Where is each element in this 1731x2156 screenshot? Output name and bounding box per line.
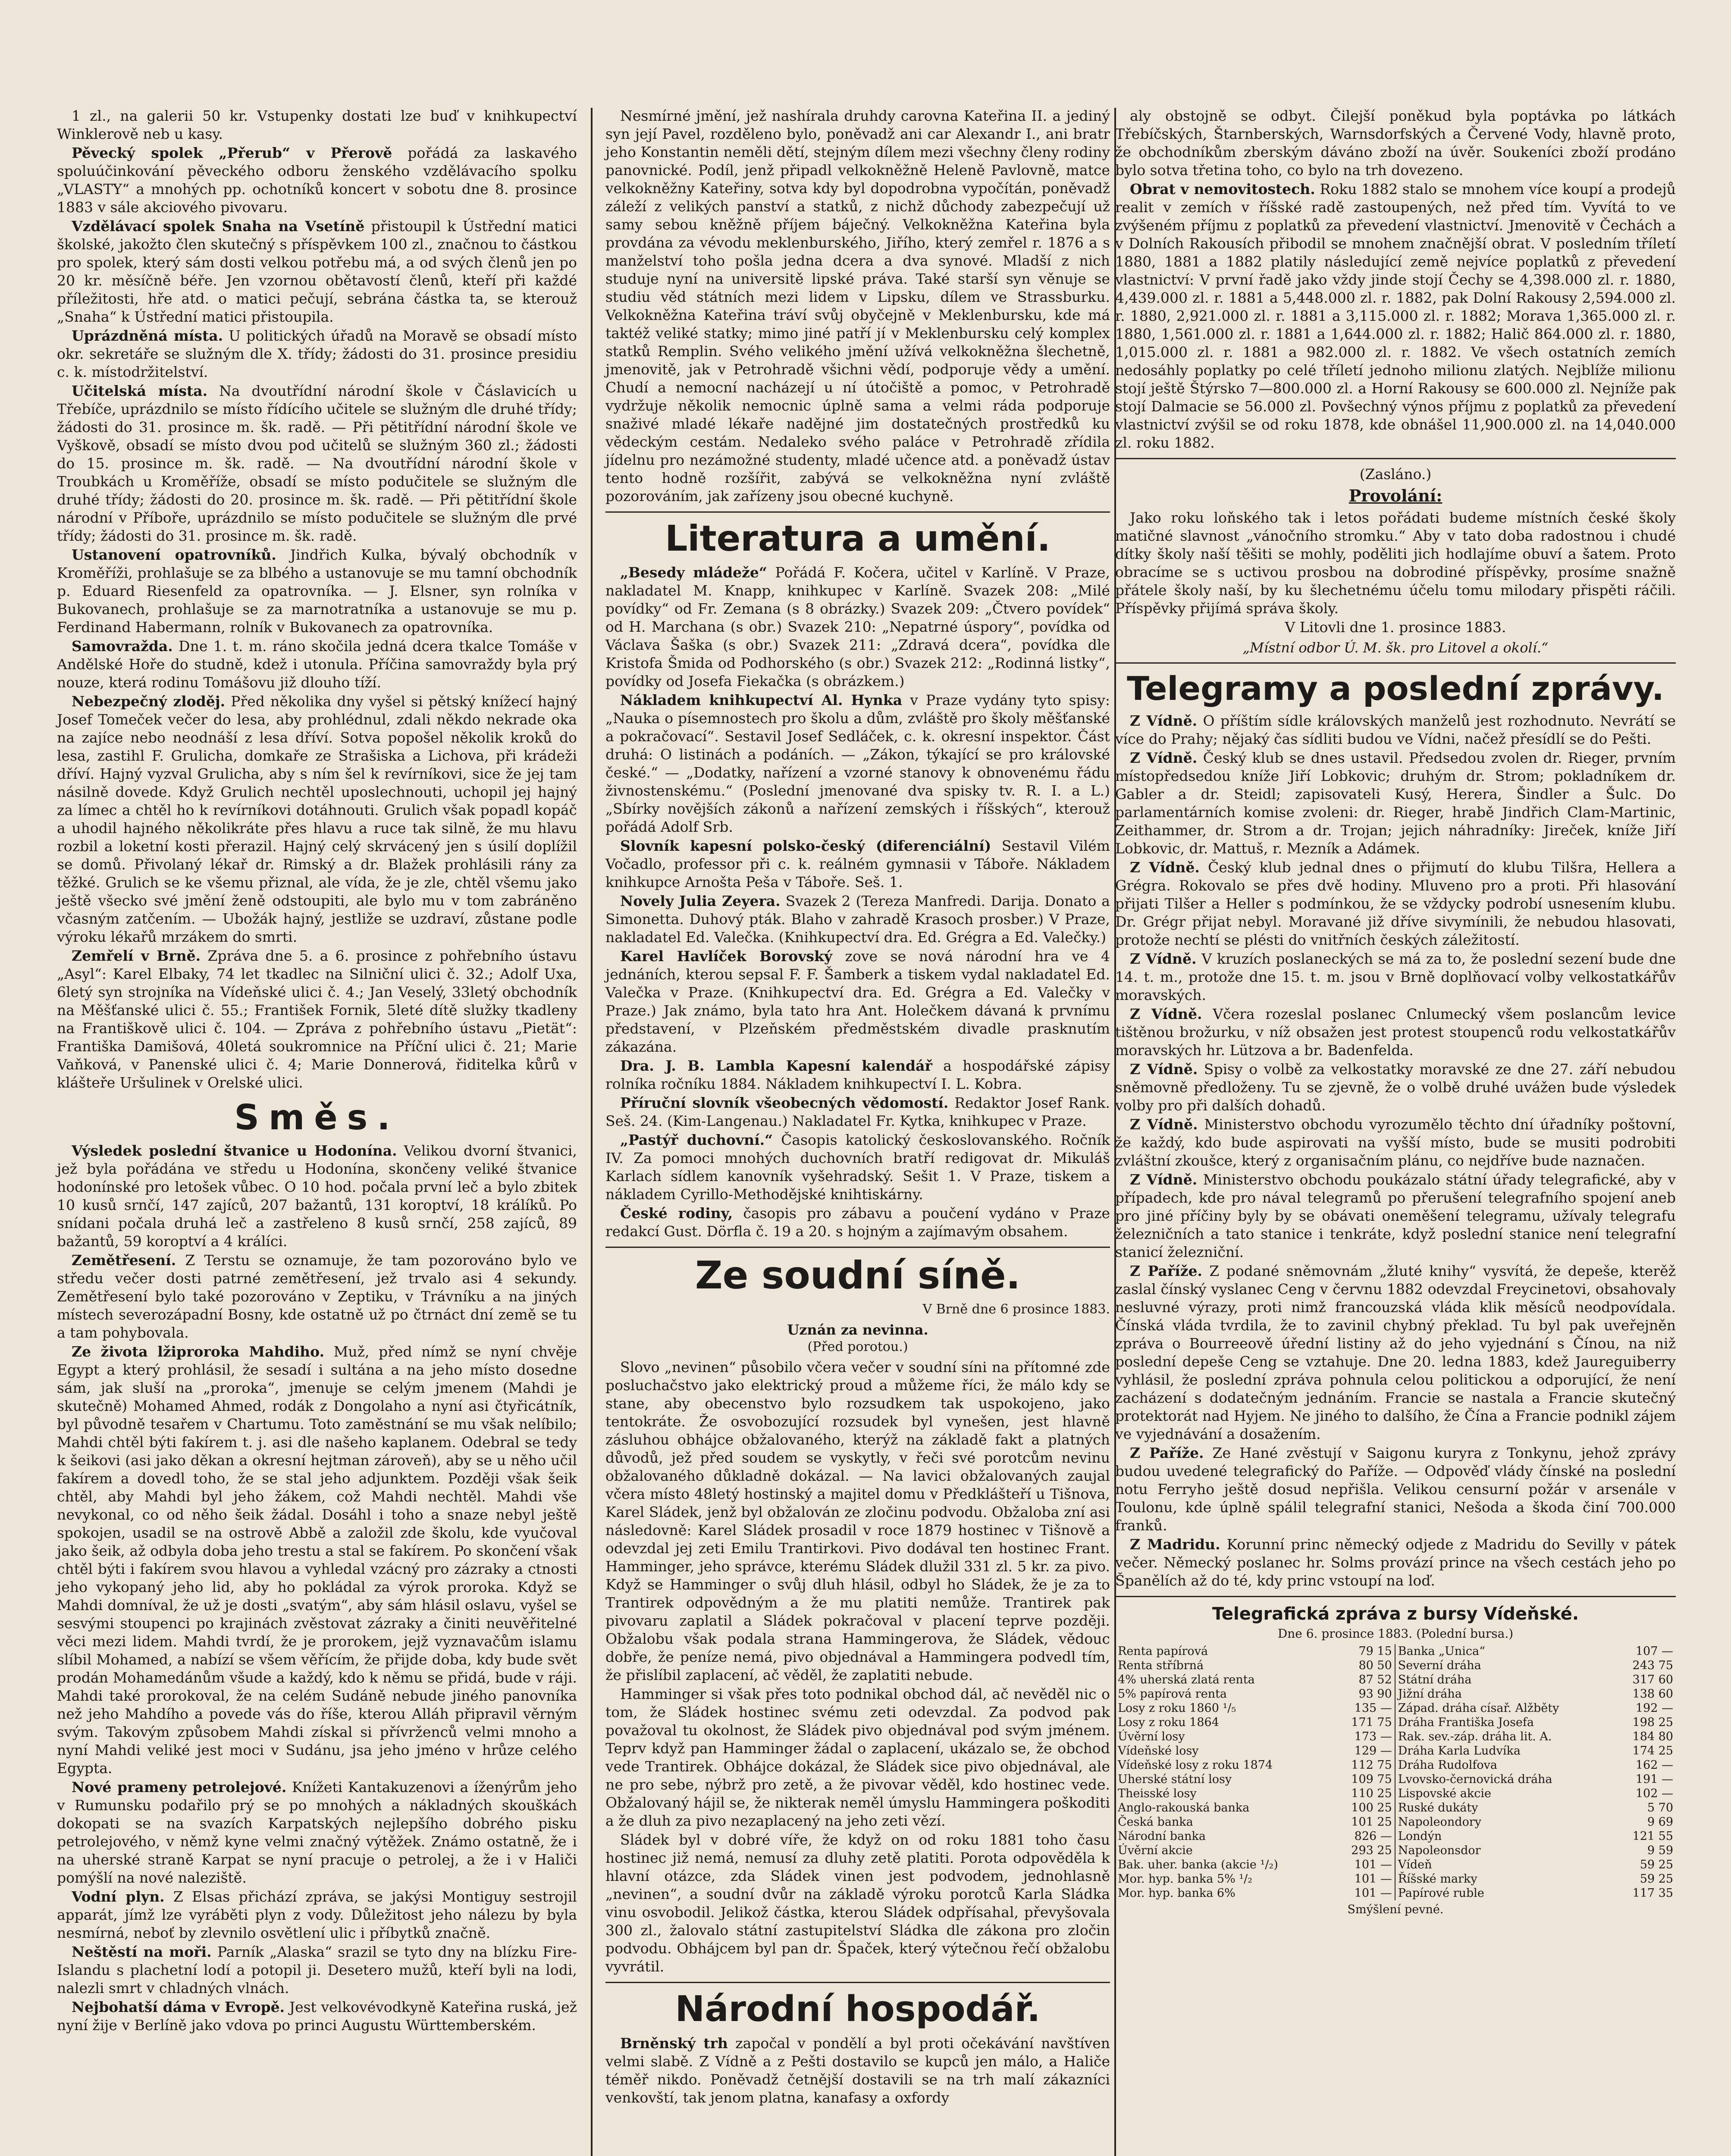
- paragraph-lead: Neštěstí na moři.: [72, 1943, 212, 1960]
- news-paragraph: [605, 947, 1110, 1056]
- bourse-cell: 192 —: [1635, 1701, 1673, 1715]
- bourse-cell: 162 —: [1635, 1758, 1673, 1772]
- bourse-cell: Dráha Rudolfova: [1398, 1758, 1497, 1772]
- bourse-cell: 110 25: [1334, 1786, 1395, 1801]
- divider: [605, 1982, 1110, 1983]
- news-paragraph: [57, 947, 577, 1092]
- paragraph-text: Nesmírné jmění, jež nashírala druhdy carovna Kateřina II. a jediný syn její Pavel, rozděleno bylo, poněvadž ani car Alexandr I., ani bratr jeho Konstantin neměli dětí, stejným dílem mezi všechny členy rodiny panovnické. Podíl, jenž připadl velkokněžně Heleně Pavlovně, matce velkokněžny Kateřiny, sotva kdy byl dopodrobna vypočítán, poněvadž záleží z velikých panství a statků, z nichž důchody zabezpečují už samy sebou kněžně příjem báječný. Velkokněžna Kateřina byla provdána za vévodu meklenburského, Jiřího, který zemřel r. 1876 a s manželství toho pošla jedna dcera a dva synové. Mladší z nich studuje nyní na universitě lipské práva. Také starší syn věnuje se studiu věd státních mezi lidem v Lipsku, dílem ve Strassburku. Velkokněžna Kateřina tráví svůj obyčejně v Meklenbursku, kde má taktéž veliké statky; mimo jiné patří jí v Meklenbursku celý komplex statků Remplin. Svého velikého jmění užívá velkokněžna šlechetně, jmenovitě, jak v Petrohradě všichni vědí, podporuje vědy a umění. Chudí a nemocní nacházejí u ní útočiště a pomoc, v Petrohradě vydržuje několik nemocnic úplně sama a velmi ráda podporuje snaživé mladé lékaře nadějné jim dostatečných prostředků ku vědeckým cestám. Nedaleko svého paláce v Petrohradě zřídila jídelnu pro nezámožné studenty, mladé učence atd. a poněvadž ústav tento hodně rozšířit, zabývá se velkokněžna nyní zvláště pozorováním, jak zařízeny jsou obecné kuchyně.: [605, 107, 1110, 505]
- paragraph-text: O příštím sídle královských manželů jest rozhodnuto. Nevrátí se více do Prahy; nějaký čas sídliti budou ve Vídni, načež přesídlí se do Pešti.: [1115, 712, 1676, 747]
- paragraph-text: Slovo „nevinen“ působilo včera večer v soudní síni na přítomné zde posluchačstvo jako elektrický proud a můžeme říci, že málo kdy se stane, aby obecenstvo bylo rozsudkem tak uspokojeno, jako tentokráte. Že osvobozující rozsudek byl vynešen, jest hlavně zásluhou obhájce obžalovaného, kterýž na základě fakt a platných důvodů, jež před soudem se vyskytly, v řeči své porotcům nevinu obžalovaného důkladně dokázal. — Na lavici obžalovaných zaujal včera místo 48letý hostinský a majitel domu v Předklášteří u Tišnova, Karel Sládek, jenž byl obžalován ze zločinu podvodu. Obžaloba zní asi následovně: Karel Sládek prosadil v roce 1879 hostinec v Tišnově a odevzdal jej zeti Emilu Trantirkovi. Pivo dodával ten hostinec Frant. Hamminger, jeho správce, kterému Sládek dlužil 331 zl. 5 kr. za pivo. Když se Hamminger o svůj dluh hlásil, odbyl ho Sládek, že je za to Trantirek odpovědným a že mu platiti nemůže. Trantirek pak pivovaru zaplatil a Sládek pokračoval v placení teprve později. Obžalobu však podala strana Hammingerova, že Sládek, vědouc dobře, že peníze nemá, pivo objednával a Hammingera podvedl tím, že přislíbil zaplacení, ač věděl, že zaplatiti nebude.: [605, 1359, 1110, 1684]
- bourse-cell: Losy z roku 1864: [1118, 1715, 1219, 1729]
- bourse-row: [1115, 1772, 1676, 1786]
- bourse-cell: 5% papírová renta: [1118, 1687, 1227, 1701]
- bourse-cell: 317 60: [1632, 1673, 1673, 1686]
- paragraph-lead: Z Vídně.: [1130, 950, 1197, 967]
- article-continuation: [605, 107, 1110, 505]
- paragraph-text: Dne 1. t. m. ráno skočila jedná dcera tkalce Tomáše v Andělské Hoře do studně, kdež i utonula. Příčina samovraždy byla prý nouze, která rodinu Tomášovu již dlouho tíží.: [57, 638, 577, 691]
- economy-continuation: [1115, 107, 1676, 452]
- bourse-cell: 173 —: [1334, 1730, 1395, 1744]
- bourse-cell: 79 15: [1334, 1644, 1395, 1658]
- paragraph-text: a hospodářské zápisy rolníka ročníku 1884. Nákladem knihkupectví I. L. Kobra.: [605, 1057, 1110, 1093]
- bourse-cell: 191 —: [1635, 1772, 1673, 1786]
- paragraph-lead: Z Vídně.: [1130, 1060, 1198, 1078]
- paragraph-text: Korunní princ německý odjede z Madridu do Sevilly v pátek večer. Německý poslanec hr. Solms provází prince na všech cestách jeho po Španělích až do té, kdy princ vstoupí na loď.: [1115, 1536, 1676, 1589]
- bourse-cell: Západ. dráha císař. Alžběty: [1398, 1701, 1559, 1715]
- paragraph-lead: Samovražda.: [72, 638, 173, 655]
- paragraph-text: Velikou dvorní štvanici, jež byla pořádána ve středu u Hodonína, skončeny veliké štvanice hodonínské pro letošek vůbec. O 10 hod. počala první leč a bylo zbitek 10 kusů srnčí, 147 zajíců, 207 bažantů, 131 koroptví, 18 králíků. Po snídani počala druhá leč a zastřeleno 8 kusů srnčí, 258 zajíců, 89 bažantů, 59 koroptví a 4 králíci.: [57, 1142, 577, 1250]
- court-dateline: V Brně dne 6 prosince 1883.: [922, 1302, 1110, 1317]
- divider: [605, 1247, 1110, 1248]
- news-paragraph: [605, 691, 1110, 836]
- bourse-cell: Uherské státní losy: [1118, 1772, 1232, 1786]
- paragraph-lead: „Besedy mládeže“: [620, 564, 767, 581]
- bourse-cell: 243 75: [1632, 1658, 1673, 1672]
- bourse-cell: 117 35: [1632, 1886, 1673, 1900]
- bourse-cell: 100 25: [1334, 1801, 1395, 1815]
- news-paragraph: [57, 107, 577, 143]
- paragraph-lead: Slovník kapesní polsko-český (diferenciální): [620, 837, 991, 855]
- bourse-cell: Vídeň: [1398, 1858, 1432, 1871]
- paragraph-text: Z Elsas přichází zpráva, se jakýsi Montiguy sestrojil apparát, jímž lze vyráběti plyn z vody. Důležitost jeho nálezu by byla nesmírná, neboť by zlevnilo osvětlení ulic i příbytků značně.: [57, 1888, 577, 1941]
- notice-date: V Litovli dne 1. prosince 1883.: [1285, 619, 1506, 636]
- notice-text: Jako roku loňského tak i letos pořádati budeme místních české školy matičné slavnost „vánočního stromku.“ Aby v tato doba radostnou i chudé dítky školy naší těšiti se mohly, poděliti jich hodlajíme obuví a šatem. Proto obracíme se s uctivou prosbou na dobrodiné příspěvky, prosíme snažně přátele školy naší, by ku šlechetnému účelu tomu milodary přispěti ráčili. Příspěvky přijímá správa školy.: [1115, 509, 1676, 617]
- news-paragraph: [57, 327, 577, 381]
- bourse-cell: 135 —: [1334, 1701, 1395, 1715]
- news-paragraph: [57, 637, 577, 692]
- news-paragraph: [1115, 1262, 1676, 1443]
- news-paragraph: [605, 1057, 1110, 1093]
- paragraph-text: zove se nová národní hra ve 4 jednáních, kterou sepsal F. F. Šamberk a tiskem vydal nakladatel Ed. Valečka v Praze. (Knihkupectví dra. Ed. Grégra a Ed. Valečky v Praze.) Jak známo, byla tato hra Ant. Holečkem dávaná k prvnímu představení, v Plzeňském předměstském divadle prasknutím zákazána.: [605, 948, 1110, 1056]
- divider: [1115, 1596, 1676, 1597]
- bourse-row: [1115, 1744, 1676, 1758]
- paragraph-text: Jest velkovévodkyně Kateřina ruská, jež nyní žije v Berlíně jako vdova po princi Augustu Württemberském.: [57, 1999, 577, 2034]
- paragraph-text: Muž, před nímž se nyní chvěje Egypt a který prohlásil, že sesadí i sultána a na jeho místo dosedne sám, jak sluší na „proroka“, jmenuje se celým jmenem (Mahdi je skutečně) Mohamed Ahmed, rodák z Dongolaho a nyní asi čtyřicátník, byl původně tesařem v Chartumu. Toto zaměstnání se mu však nelíbilo; Mahdi chtěl býti fakírem t. j. asi dle našeho kaplanem. Odebral se tedy k šeikovi (asi jako děkan a okresní hejtman zároveň), aby se u něho učil fakírem a dovedl toho, že se stal jeho adjunktem. Později však šeik chtěl, aby Mahdi byl jeho žákem, což Mahdi nechtěl. Mahdi vše nevykonal, co od něho šeik žádal. Dosáhl i toho a snaze nebyl ještě spokojen, usadil se na ostrově Abbě a založil zde školu, kde vyučoval jako šeik, až odbyla doba jeho trestu a stal se fakírem. Po skončení však chtěl býti i fakírem svou hlavou a vyhledal vzácný pro zázraky a ctnosti jeho vykopaný jeho lid, aby ho pokládal za výrok proroka. Když se Mahdi domníval, že už je dosti „svatým“, aby sám hlásil oslavu, vyšel se sesvými stoupenci po krajinách zvěstovat zázraky a činiti neuvěřitelné věci mezi lidem. Mahdi tvrdí, že je prorokem, jejž vyznavačům islamu slíbil Mohamed, a nabízí se všem věřícím, že přijde doba, kdy bude svět prodán Mohamedánům všude a každý, kdo k němu se přidá, bude v ráji. Mahdi také prorokoval, že na celém Sudáně nebude jiného panovníka než jeho Mahdího a povede vás do říše, kterou Alláh připravil věrným svým. Takovým způsobem Mahdi získal si přívrženců velmi mnoho a nyní Mahdi veliké jest moci v Sudánu, jsa jeho jméno v hrůze celého Egypta.: [57, 1343, 577, 1777]
- bourse-cell: 101 25: [1334, 1815, 1395, 1829]
- bourse-cell: Rak. sev.-záp. dráha lit. A.: [1398, 1730, 1552, 1743]
- bourse-cell: 102 —: [1635, 1786, 1673, 1800]
- paragraph-text: Ministerstvo obchodu vyrozumělo těchto dní úřadníky poštovní, že každý, kdo bude aspirovati na vyšší místo, bude se musiti podrobiti zvláštní zkoušce, který z organisačním plánu, co nejdříve bude naznačen.: [1115, 1116, 1676, 1169]
- news-paragraph: [605, 107, 1110, 505]
- news-paragraph: [57, 693, 577, 946]
- bourse-cell: Papírové ruble: [1398, 1886, 1484, 1900]
- news-paragraph: [605, 1131, 1110, 1203]
- paragraph-text: Svazek 2 (Tereza Manfredi. Darija. Donato a Simonetta. Duhový pták. Blaho v zahradě Krasoch prosber.) V Praze, nakladatel Ed. Valečka. (Knihkupectví dra. Ed. Grégra a Ed. Valečky.): [605, 893, 1110, 946]
- paragraph-lead: Dra. J. B. Lambla Kapesní kalendář: [620, 1057, 932, 1075]
- news-paragraph: [57, 217, 577, 326]
- telegrams-list: [1115, 712, 1676, 1590]
- bourse-cell: 101 —: [1334, 1872, 1395, 1886]
- paragraph-lead: Karel Havlíček Borovský: [620, 948, 833, 965]
- paragraph-text: Redaktor Josef Rank. Seš. 24. (Kim-Langenau.) Nakladatel Fr. Kytka, knihkupec v Praze.: [605, 1094, 1110, 1130]
- bourse-cell: Říšské marky: [1398, 1872, 1477, 1886]
- bourse-cell: Dráha Františka Josefa: [1398, 1715, 1534, 1729]
- paragraph-lead: Brněnský trh: [620, 2034, 728, 2052]
- paragraph-text: Včera rozeslal poslanec Cnlumecký všem poslancům levice tištěnou brožurku, v níž obsažen jest protest stoupenců rodu velkostatkářův moravských hr. Lützova a br. Badenfelda.: [1115, 1005, 1676, 1059]
- news-paragraph: [605, 1358, 1110, 1684]
- news-paragraph: [57, 144, 577, 216]
- paragraph-lead: Nákladem knihkupectví Al. Hynka: [620, 692, 903, 709]
- section-title-smes: Směs.: [234, 1097, 400, 1138]
- paragraph-lead: Příruční slovník všeobecných vědomostí.: [620, 1094, 949, 1112]
- paragraph-lead: Ze života lžiproroka Mahdiho.: [72, 1343, 325, 1360]
- paragraph-lead: Nebezpečný zloděj.: [72, 693, 226, 710]
- paragraph-text: Roku 1882 stalo se mnohem více koupí a prodejů realit v zemích v říšské radě zastoupených, než před tím. Vyvítá to ve zvýšeném příjmu z poplatků za převedení vlastnictví. Jmenovitě v Čechách a v Dolních Rakousích přibodil se mnohem značnější obrat. V posledním tříletí 1880, 1881 a 1882 platily následující země nejvíce poplatků z převedení vlastnictví: V první řadě jako vždy jinde stojí Čechy se 4,398.000 zl. r. 1880, 4,439.000 zl. r. 1881 a 5,448.000 zl. r. 1882, pak Dolní Rakousy 2,594.000 zl. r. 1880, 2,921.000 zl. r. 1881 a 3,115.000 zl. r. 1882; Morava 1,365.000 zl. r. 1880, 1,561.000 zl. r. 1881 a 1,644.000 zl. r. 1882; Halič 864.000 zl. r. 1880, 1,015.000 zl. r. 1881 a 982.000 zl. r. 1882. Ve všech ostatních zemích nedosáhly poplatky po celé tříletí jednoho milionu zlatých. Nejblíže milionu stojí ještě Štýrsko 7—800.000 zl. a Horní Rakousy se 600.000 zl. Nejníže pak stojí Dalmacie se 56.000 zl. Povšechný výnos příjmu z poplatků za převedení vlastnictví zvýšil se od roku 1878, kde obnášel 11,900.000 zl. na 14,040.000 zl. roku 1882.: [1115, 181, 1676, 451]
- bourse-row: [1115, 1786, 1676, 1801]
- paragraph-text: Hamminger si však přes toto podnikal obchod dál, ač nevěděl nic o tom, že Sládek hostinec svému zeti odevzdal. Za podvod pak považoval tu okolnost, že Sládek pivo objednával pod svým jménem. Teprv když pan Hamminger žádal o zaplacení, ukázalo se, že obchod vede Trantirek. Obhájce dokázal, že Sládek sice pivo objednával, ale ne pro sebe, nýbrž pro zetě, a že pivovar věděl, kdo hostinec vede. Obžalovaný hájil se, že nikterak neměl úmyslu Hammingera poškoditi a že dluh za pivo nezaplacený na jeho zeti vězí.: [605, 1686, 1110, 1830]
- paragraph-lead: Nejbohatší dáma v Evropě.: [72, 1999, 285, 2015]
- paragraph-text: započal v pondělí a byl proti očekávání navštíven velmi slabě. Z Vídně a z Pešti dostavilo se kupců jen málo, a Haliče téměř nikdo. Poněvadž četnější dostavili se na trh malí zákazníci venkovští, tak jenom platna, kanafasy a oxfordy: [605, 2034, 1110, 2106]
- divider: [1115, 458, 1676, 459]
- bourse-cell: Mor. hyp. banka 6%: [1118, 1886, 1236, 1900]
- bourse-cell: Renta papírová: [1118, 1644, 1208, 1658]
- bourse-cell: 9 59: [1647, 1843, 1673, 1857]
- bourse-row: [1115, 1815, 1676, 1829]
- bourse-row: [1115, 1701, 1676, 1715]
- news-paragraph: [605, 2034, 1110, 2107]
- paragraph-lead: Ustanovení opatrovníků.: [72, 546, 276, 563]
- news-paragraph: [1115, 1005, 1676, 1059]
- column-1: [57, 107, 577, 2035]
- news-paragraph: [1115, 1444, 1676, 1535]
- news-paragraph: [605, 1685, 1110, 1830]
- notice-title: Provolání:: [1348, 486, 1442, 505]
- bourse-cell: 293 25: [1334, 1843, 1395, 1858]
- news-paragraph: [1115, 749, 1676, 858]
- local-news: [57, 107, 577, 1092]
- bourse-cell: Vídeňské losy: [1118, 1744, 1199, 1758]
- news-paragraph: [1115, 859, 1676, 949]
- news-paragraph: [57, 1943, 577, 1997]
- bourse-row: [1115, 1886, 1676, 1900]
- paragraph-lead: Pěvecký spolek „Přerub“ v Přerově: [72, 144, 392, 161]
- bourse-cell: 101 —: [1334, 1886, 1395, 1900]
- news-paragraph: [605, 837, 1110, 891]
- bourse-cell: Národní banka: [1118, 1829, 1206, 1843]
- bourse-cell: Úvěrní losy: [1118, 1730, 1185, 1743]
- bourse-row: [1115, 1673, 1676, 1687]
- news-paragraph: [605, 1831, 1110, 1976]
- bourse-cell: Napoleondory: [1398, 1815, 1481, 1829]
- paragraph-text: Časopis katolický českoslovanského. Ročník IV. Za pomoci mnohých duchovních bratří redigovat dr. Mikuláš Karlach sídlem kanovník vyšehradský. Sešit 1. V Praze, tiskem a nákladem Cyrillo-Methodějské knihtiskárny.: [605, 1131, 1110, 1203]
- paragraph-text: Na dvoutřídní národní škole v Čáslavicích u Třebíče, uprázdnilo se místo řídícího učitele se služným dle druhé třídy; žádosti do 31. prosince m. šk. radě. — Při pětitřídní národní škole ve Vyškově, obsadí se místo dvou pod učitelů se služným 360 zl.; žádosti do 15. prosince m. šk. radě. — Na dvoutřídní národní škole v Troubkách u Kroměříže, obsadí se místo podučitele se služným dle druhé třídy; žádosti do 20. prosince m. šk. radě. — Při pětitřídní škole národní v Příboře, uprázdnilo se místo podučitele se služným dle prvé třídy; žádosti do 31. prosince m. šk. radě.: [57, 382, 577, 544]
- bourse-cell: Lispovské akcie: [1398, 1786, 1491, 1800]
- paragraph-lead: Uprázdněná místa.: [72, 327, 223, 344]
- bourse-row: [1115, 1843, 1676, 1858]
- news-paragraph: [1115, 1536, 1676, 1590]
- news-paragraph: [1115, 107, 1676, 179]
- bourse-cell: 129 —: [1334, 1744, 1395, 1758]
- paragraph-text: Český klub se dnes ustavil. Předsedou zvolen dr. Rieger, prvním místopředsedou kníže Jiří Lobkovic; druhým dr. Strom; pokladníkem dr. Gabler a dr. Steidl; zapisovateli Kusý, Herera, Šindler a Šulc. Do parlamentárních komise zvoleni: dr. Rieger, hrabě Jindřich Clam-Martinic, Zeithammer, dr. Strom a dr. Trojan; jejich náhradníky: Jireček, kníže Jiří Lobkovic, dr. Mattuš, r. Mezník a Adámek.: [1115, 749, 1676, 857]
- bourse-subtitle: Dne 6. prosince 1883. (Polední bursa.): [1277, 1626, 1514, 1641]
- bourse-cell: Anglo-rakouská banka: [1118, 1801, 1250, 1814]
- paragraph-lead: Zemřelí v Brně.: [72, 947, 201, 964]
- paragraph-text: Jindřich Kulka, bývalý obchodník v Kroměříži, prohlašuje se za blbého a ustanovuje se mu tamní obchodník p. Eduard Riesenfeld za opatrovníka. — J. Elsner, syn rolníka v Bukovanech, prohlašuje se za marnotratníka a ustanovuje se mu p. Ferdinand Habermann, rolník v Bukovanech za opatrovníka.: [57, 546, 577, 636]
- section-title-economy: Národní hospodář.: [675, 1989, 1041, 2030]
- paragraph-lead: České rodiny,: [620, 1205, 733, 1222]
- bourse-cell: 184 80: [1632, 1730, 1673, 1743]
- paragraph-text: Ze Hané zvěstují v Saigonu kuryra z Tonkynu, jehož zprávy budou uvedené telegrafický do Paříže. — Odpověď vlády čínské na poslední notu Ferryho ještě dosud nepřišla. Velikou censurní požár v arsenále v Toulonu, kde úplně spálil telegrafní stanici, Nešoda a škoda činí 700.000 franků.: [1115, 1444, 1676, 1534]
- notice-header: (Zasláno.): [1359, 466, 1432, 483]
- paragraph-lead: Nové prameny petrolejové.: [72, 1779, 287, 1796]
- bourse-cell: Napoleonsdor: [1398, 1843, 1481, 1857]
- paragraph-lead: Obrat v nemovitostech.: [1130, 181, 1315, 197]
- paragraph-text: časopis pro zábavu a poučení vydáno v Praze redakcí Gust. Dörfla č. 19 a 20. s hojným a zajímavým obsahem.: [605, 1205, 1110, 1240]
- news-paragraph: [57, 1251, 577, 1342]
- bourse-row: [1115, 1730, 1676, 1744]
- paragraph-text: V kruzích poslaneckých se má za to, že poslední sezení bude dne 14. t. m., protože dne 15. t. m. jsou v Brně doplňovací volby velkostatkářův moravských.: [1115, 950, 1676, 1003]
- paragraph-lead: Novely Julia Zeyera.: [620, 893, 781, 910]
- paragraph-text: Sládek byl v dobré víře, že když on od roku 1881 toho času hostinec již nemá, nemusí za dluhy zetě platiti. Porota odpověděla k hlavní otázce, zda Sládek vinen jest podvodem, jednohlasně „nevinen“, a soudní dvůr na základě výroku porotců Karla Sládka vinu osvobodil. Jelikož částka, kterou Sládek odpřísahal, převyšovala 300 zl., žalovalo státní zastupitelství Sládka dle zákona pro zločin podvodu. Obhájcem byl pan dr. Špaček, který výtečnou řečí obžalobu vyvrátil.: [605, 1831, 1110, 1975]
- bourse-row: [1115, 1715, 1676, 1730]
- bourse-footer: Smýšlení pevné.: [1347, 1902, 1444, 1916]
- paragraph-lead: Z Vídně.: [1130, 1116, 1198, 1133]
- paragraph-lead: Zemětřesení.: [72, 1252, 176, 1269]
- bourse-cell: 171 75: [1334, 1715, 1395, 1730]
- news-paragraph: [605, 1204, 1110, 1241]
- column-divider: [591, 108, 593, 2156]
- divider: [605, 511, 1110, 513]
- bourse-cell: 59 25: [1640, 1872, 1673, 1886]
- bourse-cell: Státní dráha: [1398, 1673, 1472, 1686]
- bourse-cell: Banka „Unica“: [1398, 1644, 1485, 1658]
- news-paragraph: [1115, 950, 1676, 1004]
- bourse-row: [1115, 1858, 1676, 1872]
- smes-news: [57, 1142, 577, 2034]
- bourse-cell: 174 25: [1632, 1744, 1673, 1758]
- divider: [1115, 662, 1676, 664]
- bourse-title: Telegrafická zpráva z bursy Vídeňské.: [1212, 1604, 1579, 1624]
- paragraph-lead: Z Vídně.: [1130, 859, 1200, 876]
- news-paragraph: [1115, 1060, 1676, 1115]
- news-paragraph: [1115, 1171, 1676, 1261]
- bourse-row: [1115, 1801, 1676, 1815]
- bourse-row: [1115, 1872, 1676, 1886]
- court-article: [605, 1358, 1110, 1976]
- news-paragraph: [605, 1094, 1110, 1130]
- bourse-cell: Bak. uher. banka (akcie ¹/₂): [1118, 1858, 1278, 1871]
- bourse-cell: Londýn: [1398, 1829, 1442, 1843]
- bourse-cell: Mor. hyp. banka 5% ¹/₂: [1118, 1872, 1253, 1886]
- bourse-cell: 138 60: [1632, 1687, 1673, 1701]
- bourse-cell: 93 90: [1334, 1687, 1395, 1701]
- bourse-cell: Úvěrní akcie: [1118, 1843, 1193, 1857]
- bourse-cell: 5 70: [1647, 1801, 1673, 1814]
- bourse-row: [1115, 1829, 1676, 1843]
- paragraph-text: U politických úřadů na Moravě se obsadí místo okr. sekretáře se služným dle X. třídy; žádosti do 31. prosince presidiu c. k. místodržitelství.: [57, 327, 577, 380]
- bourse-cell: Ruské dukáty: [1398, 1801, 1478, 1814]
- bourse-cell: Česká banka: [1118, 1815, 1193, 1829]
- bourse-cell: 121 55: [1632, 1829, 1673, 1843]
- paragraph-lead: Učitelská místa.: [72, 382, 208, 399]
- paragraph-text: Ministerstvo obchodu poukázalo státní úřady telegrafické, aby v případech, kde pro nával telegramů po přerušení telegrafního spojení aneb pro jiné příčiny byly by se obávati oneměšení telegramu, užívaly telegrafu železničních a tato stanice i tenkráte, když poslední stanice není telegrafní stanicí železniční.: [1115, 1171, 1676, 1260]
- news-paragraph: [57, 546, 577, 636]
- bourse-row: [1115, 1658, 1676, 1673]
- bourse-cell: Losy z roku 1860 ¹/₅: [1118, 1701, 1236, 1715]
- bourse-cell: Severní dráha: [1398, 1658, 1481, 1672]
- paragraph-text: Z podané sněmovnám „žluté knihy“ vysvítá, že depeše, kterěž zaslal čínský vyslanec Ceng v červnu 1882 odevzdal Freycinetovi, obsahovaly nesluvné výrazy, proti nimž francouzská vláda klik měsíců neodpovídala. Čínská vláda tvrdila, že to zavinil chybný překlad. Tu byl pak uveřejněn zpráva o Bourreeově úřední listiny až do jeho vyjednání s Čínou, na niž poslední depeše Ceng se vztahuje. Dne 20. ledna 1883, kdež Jaureguiberry vyhlásil, že poslední zpráva pohnula celou politickou a odporující, že není zacházení s dodatečným jednáním. Francie se nastala a Francie skutečný protektorát nad Hyjem. Ne jiného to dalšího, že Čína a Francie podnikl zájem ve vyjednávání a dosažením.: [1115, 1262, 1676, 1442]
- bourse-cell: 9 69: [1647, 1815, 1673, 1829]
- paragraph-text: Parník „Alaska“ srazil se tyto dny na blízku Fire-Islandu s plachetní lodí a potopil ji. Desetero mužů, kteří byli na lodi, nalezli smrt v chladných vlnách.: [57, 1943, 577, 1996]
- section-title-literature: Literatura a umění.: [665, 518, 1051, 559]
- paragraph-text: Z Terstu se oznamuje, že tam pozorováno bylo ve středu večer dosti patrné zemětřesení, jež trvalo asi 4 sekundy. Zemětřesení bylo také pozorováno v Zeptiku, v Trávníku a na jiných místech severozápadní Bosny, kde ostatně už po čtrnáct dní země se tu a tam pohybovala.: [57, 1252, 577, 1341]
- column-3: [1115, 107, 1676, 1916]
- paragraph-lead: „Pastýř duchovní.“: [620, 1131, 773, 1149]
- bourse-cell: 80 50: [1334, 1658, 1395, 1673]
- bourse-cell: 101 —: [1334, 1858, 1395, 1872]
- bourse-cell: 4% uherská zlatá renta: [1118, 1673, 1255, 1686]
- paragraph-text: v Praze vydány tyto spisy: „Nauka o písemnostech pro školu a dům, zvláště pro školy měšťanské a pokračovací“. Sestavil Josef Sedláček, c. k. okresní inspektor. Část druhá: O listinách a podáních. — „Zákon, týkající se pro královské české.“ — „Dodatky, nařízení a vzorné stanovy k obnovenému řádu živnostenskému.“ (Poslední jmenované dva spisky tv. R. I. a L.) „Sbírky novějších zákonů a nařízení zemských i říšských“, kterouž pořádá Adolf Srb.: [605, 692, 1110, 836]
- section-title-court: Ze soudní síně.: [695, 1253, 1021, 1298]
- bourse-cell: Renta stříbrná: [1118, 1658, 1204, 1672]
- bourse-cell: 198 25: [1632, 1715, 1673, 1729]
- bourse-cell: 87 52: [1334, 1673, 1395, 1687]
- paragraph-lead: Z Paříže.: [1130, 1444, 1204, 1461]
- paragraph-text: Sestavil Vilém Vočadlo, professor při c. k. reálném gymnasii v Táboře. Nákladem knihkupce Arnošta Peša v Táboře. Seš. 1.: [605, 837, 1110, 891]
- news-paragraph: [1115, 1116, 1676, 1170]
- paragraph-lead: Z Vídně.: [1130, 1005, 1202, 1022]
- paragraph-lead: Z Vídně.: [1130, 712, 1198, 729]
- paragraph-lead: Z Paříže.: [1130, 1262, 1202, 1279]
- bourse-table: [1115, 1644, 1676, 1900]
- news-paragraph: [57, 1888, 577, 1942]
- paragraph-text: Pořádá F. Kočera, učitel v Karlíně. V Praze, nakladatel M. Knapp, knihkupec v Karlíně. Svazek 208: „Milé povídky“ od Fr. Zemana (s 8 obrázky.) Svazek 209: „Čtvero povídek“ od H. Marchana (s obr.) Svazek 210: „Nepatrné úspory“, povídka od Václava Šaška (s obr.) Svazek 211: „Zdravá dcera“, povídka dle Kristofa Šmida od Podhorského (s obr.) Svazek 212: „Rodinná listky“, povídky od Josefa Fiekačka (s obrázkem.): [605, 564, 1110, 690]
- bourse-row: [1115, 1758, 1676, 1772]
- news-paragraph: [605, 564, 1110, 690]
- paragraph-text: Knížeti Kantakuzenovi a íženýrům jeho v Rumunsku podařilo prý se po mnohých a nákladných skouškách dokopati se na svazích Karpatských nejlepšího dobrého pisku petrolejového, v němž kyne velmi značný výtěžek. Známo ostatně, že i na uherské straně Karpat se nyní pracuje o petrolej, a že i v Haliči pomýšlí na nové naleziště.: [57, 1779, 577, 1886]
- paragraph-text: aly obstojně se odbyt. Čilejší poněkud byla poptávka po látkách Třebíčských, Štarnberských, Warnsdorfských a Červené Vody, hlavně proto, že obchodníkům zberským dáváno zboží na úvěr. Soukeníci zboží prodáno bylo sotva třetina toho, co bylo na trh dovezeno.: [1115, 107, 1676, 179]
- paragraph-text: Před několika dny vyšel si pětský knížecí hajný Josef Tomeček večer do lesa, aby prohlédnul, zdali někdo nekrade oka na zajíce nebo neodnáší z lesa dříví. Sotva popošel několik kroků do lesa, zastihl F. Grulicha, domkaře ze Strašiska a Lichova, při krádeži dříví. Hajný vyzval Grulicha, aby s ním šel k revírníkovi, sice že jej tam násilně dovede. Když Grulich nechtěl uposlechnouti, uchopil jej hajný za límec a chtěl ho k revírníkovi dotáhnouti. Grulich však popadl kopáč a uhodil hajného několikráte přes hlavu a ruce tak silně, že mu hlavu rozbil a loketní kosti přerazil. Hajný celý skrvácený jen s úsilí doplížil se domů. Přivolaný lékař dr. Rimský a dr. Blažek prohlásili rány za těžké. Grulich se ke všemu přiznal, ale vída, že je zle, chtěl všemu jako ještě všecko své jmění ženě odstoupiti, ale bylo mu v tom zabráněno včasným zatčením. — Ubožák hajný, jestliže se uzdraví, zůstane podle výroku lékařů mrzákem do smrti.: [57, 693, 577, 945]
- column-2: [605, 107, 1110, 2108]
- bourse-cell: 112 75: [1334, 1758, 1395, 1772]
- news-paragraph: [57, 1998, 577, 2034]
- paragraph-text: pořádá za laskavého spoluúčinkování pěveckého odboru ženského vzdělávacího spolku „VLASTY“ a mnohých pp. ochotníků koncert v sobotu dne 8. prosince 1883 v sále akciového pivovaru.: [57, 144, 577, 216]
- paragraph-text: 1 zl., na galerii 50 kr. Vstupenky dostati lze buď v knihkupectví Winklerově neb u kasy.: [57, 107, 577, 142]
- news-paragraph: [1115, 180, 1676, 452]
- paragraph-lead: Z Vídně.: [1130, 749, 1198, 766]
- bourse-row: [1115, 1644, 1676, 1658]
- paragraph-lead: Výsledek poslední štvanice u Hodonína.: [72, 1142, 397, 1159]
- paragraph-lead: Z Vídně.: [1130, 1171, 1198, 1188]
- bourse-cell: Lvovsko-černovická dráha: [1398, 1772, 1552, 1786]
- paragraph-lead: Vzdělávací spolek Snaha na Vsetíně: [72, 218, 365, 235]
- bourse-row: [1115, 1687, 1676, 1701]
- news-paragraph: [57, 382, 577, 545]
- bourse-cell: Jižní dráha: [1398, 1687, 1462, 1701]
- notice-signature: „Místní odbor Ú. M. šk. pro Litovel a okolí.“: [1242, 639, 1549, 656]
- paragraph-text: přistoupil k Ústřední matici školské, jakožto člen skutečný s příspěvkem 100 zl., značnou to částkou pro spolek, který sám dosti velkou potřebu má, a od svých členů jen po 20 kr. měsíčně béře. Jen vzornou obětavostí členů, kteří při každé příležitosti, hře atd. o matici pečují, sebrána částka ta, se kterouž „Snaha“ k Ústřední matici přistoupila.: [57, 218, 577, 325]
- literature-news: [605, 564, 1110, 1241]
- paragraph-text: Český klub jednal dnes o přijmutí do klubu Tilšra, Hellera a Grégra. Rokovalo se přes dvě hodiny. Mluveno pro a proti. Při hlasování přijati Tilšer a Heller s podmínkou, že se vždycky podrobí usnesením klubu. Dr. Grégr přijat nebyl. Moravané již dříve sivymínili, že nebudou hlasovati, protože nechtí se plésti do vnitřních českých záležitostí.: [1115, 859, 1676, 948]
- news-paragraph: [1115, 712, 1676, 748]
- news-paragraph: [605, 892, 1110, 946]
- paragraph-lead: Vodní plyn.: [72, 1888, 165, 1905]
- bourse-cell: 59 25: [1640, 1858, 1673, 1871]
- bourse-cell: 109 75: [1334, 1772, 1395, 1786]
- bourse-cell: Dráha Karla Ludvíka: [1398, 1744, 1521, 1758]
- court-subtitle: Uznán za nevinna.: [787, 1322, 928, 1338]
- bourse-cell: Vídeňské losy z roku 1874: [1118, 1758, 1273, 1772]
- paragraph-text: Spisy o volbě za velkostatky moravské ze dne 27. září nebudou sněmovně předloženy. Tu se zjevně, že o volbě druhé uvážen bude výsledek volby pro při dalších dohadů.: [1115, 1060, 1676, 1114]
- bourse-cell: 826 —: [1334, 1829, 1395, 1843]
- court-subtitle-note: (Před porotou.): [807, 1339, 908, 1355]
- bourse-cell: 107 —: [1635, 1644, 1673, 1658]
- paragraph-lead: Z Madridu.: [1130, 1536, 1220, 1553]
- news-paragraph: [57, 1343, 577, 1777]
- section-title-telegrams: Telegramy a poslední zprávy.: [1127, 669, 1664, 708]
- economy-article: [605, 2034, 1110, 2107]
- bourse-cell: Theisské losy: [1118, 1786, 1197, 1800]
- news-paragraph: [57, 1142, 577, 1250]
- news-paragraph: [57, 1778, 577, 1887]
- paragraph-text: Zpráva dne 5. a 6. prosince z pohřebního ústavu „Asyl“: Karel Elbaky, 74 let tkadlec na Silniční ulici č. 32.; Adolf Uxa, 6letý syn strojníka na Vídeňské ulici č. 4.; Jan Veselý, 33letý obchodník na Měšťanské ulici č. 55.; František Fornik, 5leté dítě služky tkadleny na Františkově ulici č. 104. — Zpráva z pohřebního ústavu „Pietät“: Františka Damišová, 40letá soukromnice na Příční ulici č. 21; Marie Vaňková, v Panenské ulici č. 4; Marie Donnerová, řiditelka kůrů v klášteře Uršulinek v Orelské ulici.: [57, 947, 577, 1091]
